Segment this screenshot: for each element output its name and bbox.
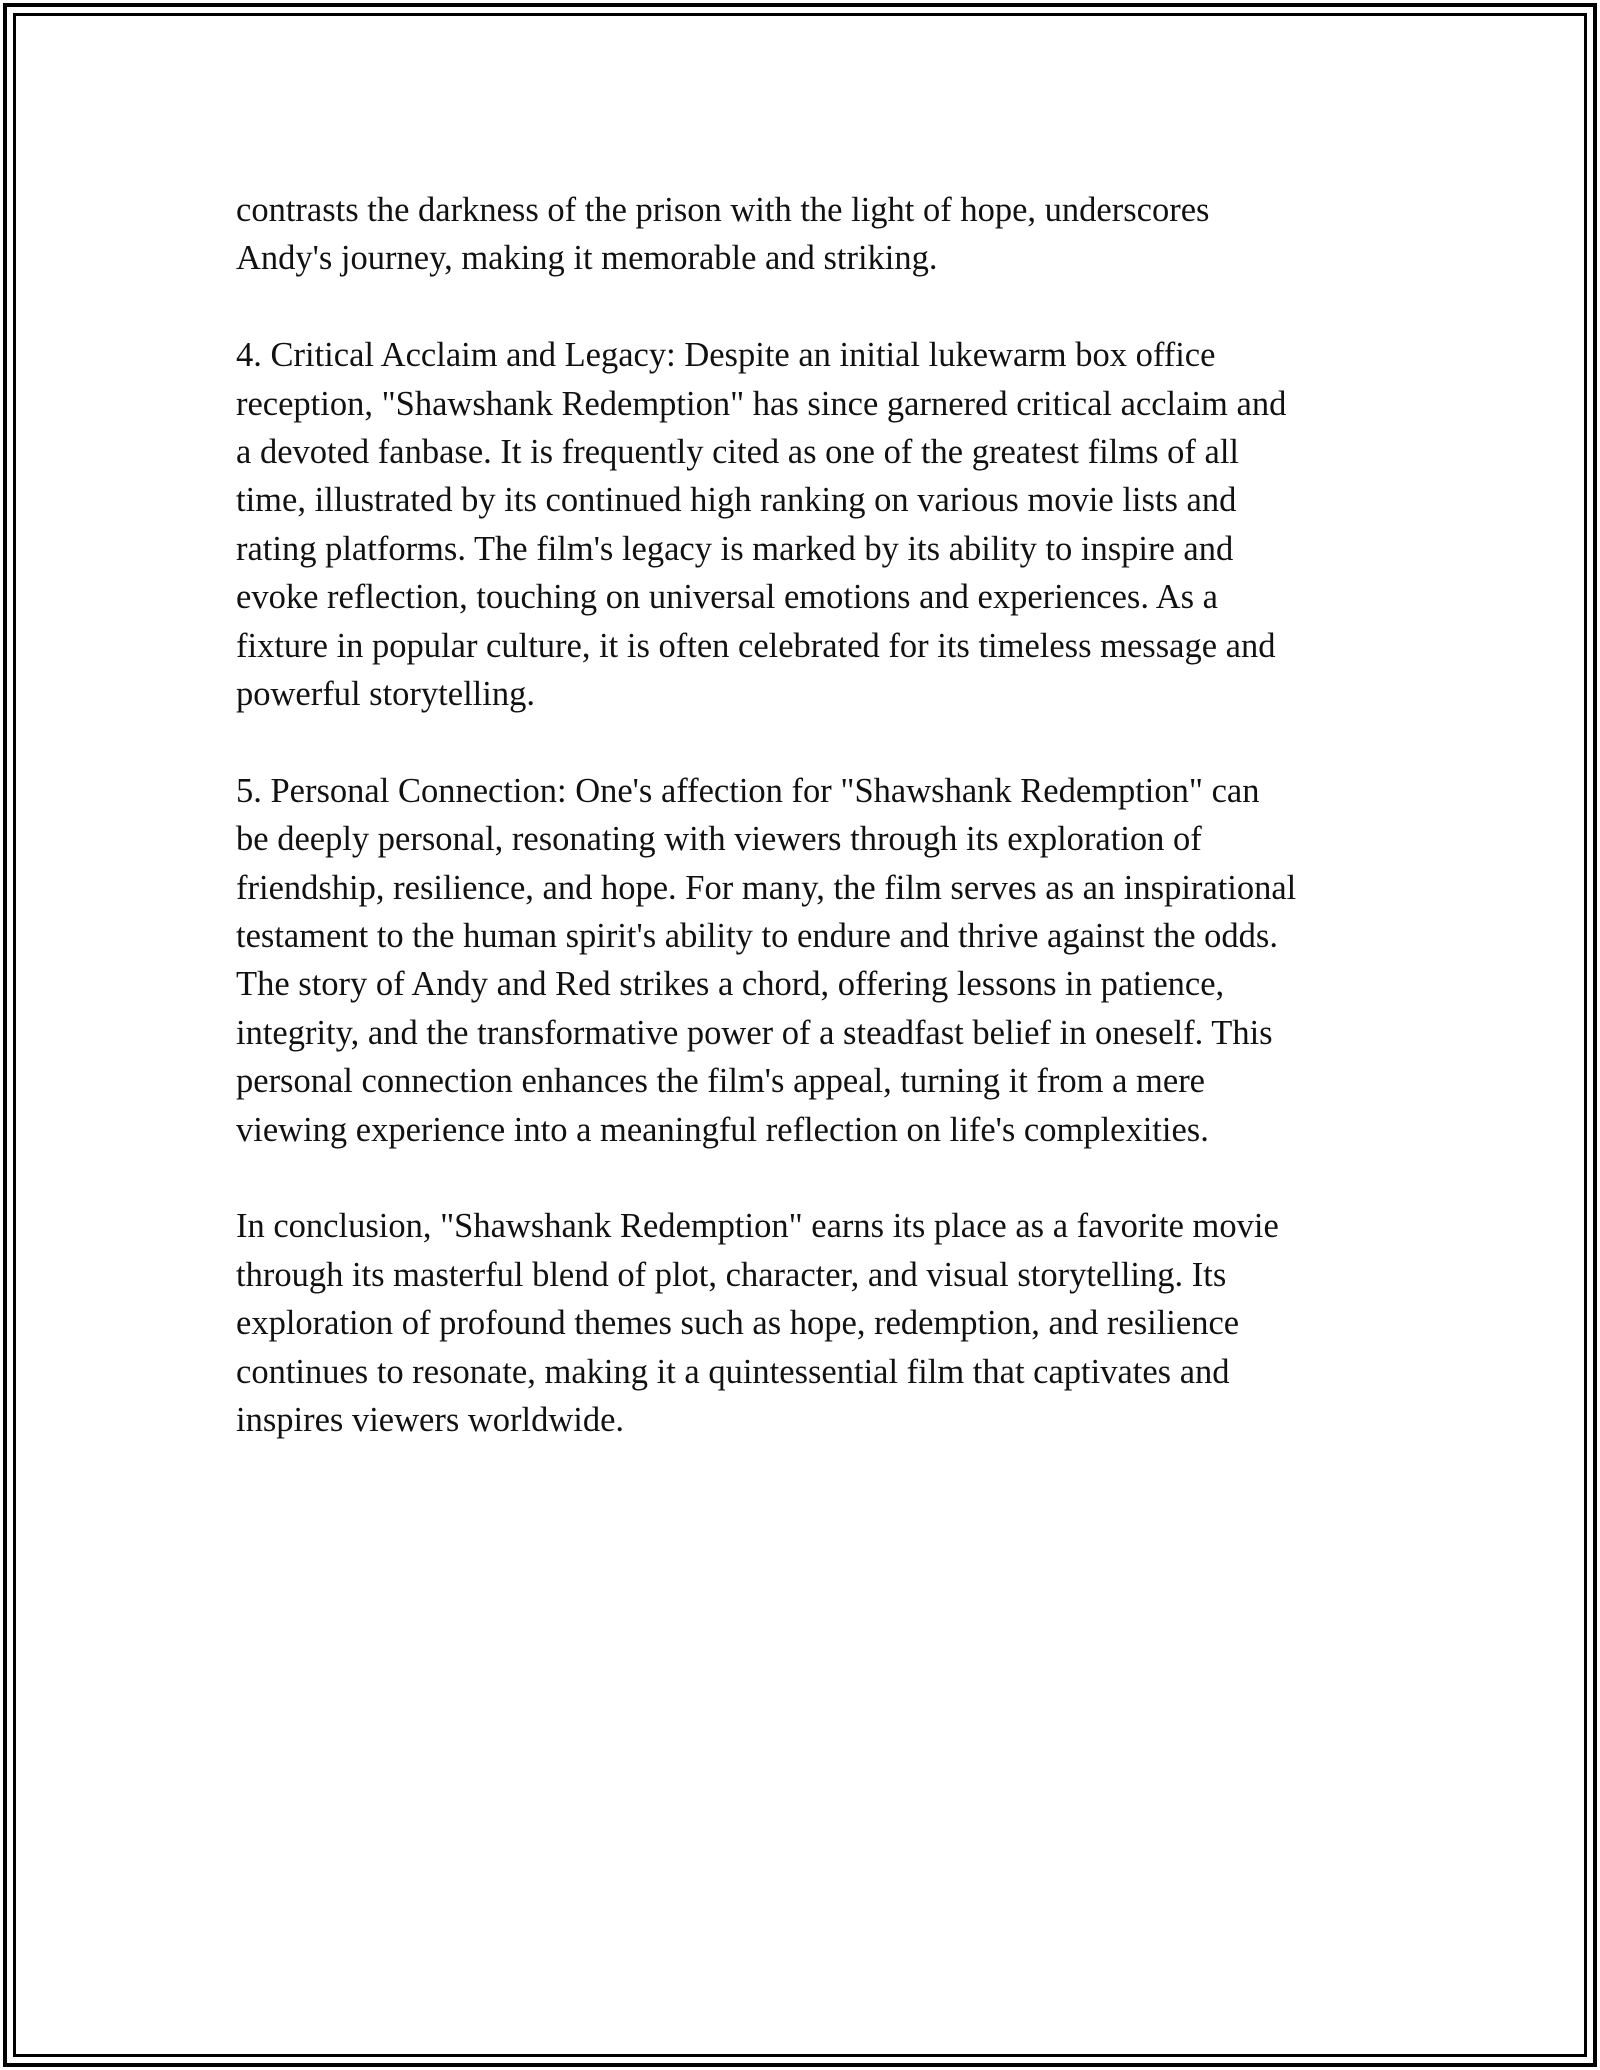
paragraph-personal-connection: 5. Personal Connection: One's affection for "Shawshank Redemption" can be deeply personal, resonating with viewers through its exploration of friendship, resilience, and hope. For many, the film serves as an inspirational testament to the human spirit's ability to endure and thrive against the odds. The story of Andy and Red strikes a chord, offering lessons in patience, integrity, and the transformative power of a steadfast belief in oneself. This personal connection enhances the film's appeal, turning it from a mere viewing experience into a meaningful reflection on life's complexities. — [236, 771, 1297, 1149]
page-content — [236, 186, 1386, 1445]
paragraph-conclusion: In conclusion, "Shawshank Redemption" earns its place as a favorite movie through its masterful blend of plot, character, and visual storytelling. Its exploration of profound themes such as hope, redemption, and resilience continues to resonate, making it a quintessential film that captivates and inspires viewers worldwide. — [236, 1207, 1279, 1440]
paragraph-critical-acclaim: 4. Critical Acclaim and Legacy: Despite an initial lukewarm box office reception, "Shawshank Redemption" has since garnered critical acclaim and a devoted fanbase. It is frequently cited as one of the greatest films of all time, illustrated by its continued high ranking on various movie lists and rating platforms. The film's legacy is marked by its ability to inspire and evoke reflection, touching on universal emotions and experiences. As a fixture in popular culture, it is often celebrated for its timeless message and powerful storytelling. — [236, 336, 1287, 714]
paragraph-continuation: contrasts the darkness of the prison with the light of hope, underscores Andy's journey, making it memorable and striking. — [236, 191, 1210, 278]
